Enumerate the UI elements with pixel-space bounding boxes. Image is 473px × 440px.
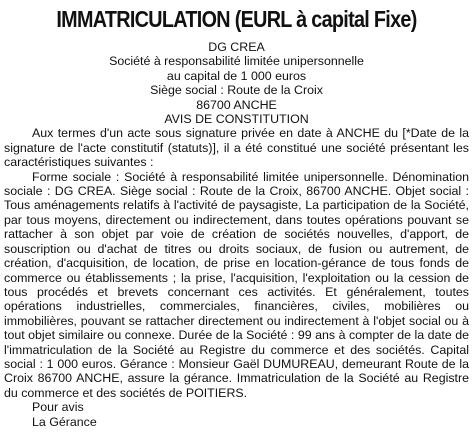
company-name: DG CREA bbox=[208, 40, 265, 54]
paragraph-details: Forme sociale : Société à responsabilité limitée unipersonnelle. Dénomination sociale : DG CREA. Siège social : Route de la Croix, 86700 ANCHE. Objet social : Tous aménagements relatifs à l'activité de paysagiste, La participation de la Société, par tous moyens, directement ou indirectement, dans toutes opérations pouvant se rattacher à son objet par voie de création de sociétés nouvelles, d'apport, de souscription ou d'achat de titres ou droits sociaux, de fusion ou autrement, de création, d'acquisition, de location, de prise en location-gérance de tous fonds de commerce ou établissements ; la prise, l'acquisition, l'exploitation ou la cession de tous procédés et brevets concernant ces activités. Et généralement, toutes opérations industrielles, commerciales, financières, civiles, mobilières ou immobilières, pouvant se rattacher directement ou indirectement à l'objet social ou à tout objet similaire ou connexe. Durée de la Société : 99 ans à compter de la date de l'immatriculation de la Société au Registre du commerce et des sociétés. Capital social : 1 000 euros. Gérance : Monsieur Gaël DUMUREAU, demeurant Route de la Croix 86700 ANCHE, assure la gérance. Immatriculation de la Société au Registre du commerce et des sociétés de POITIERS. bbox=[4, 169, 469, 400]
closing-signature: La Gérance bbox=[32, 414, 97, 429]
company-header bbox=[4, 40, 469, 126]
notice-type: AVIS DE CONSTITUTION bbox=[164, 112, 309, 127]
company-postcode-city: 86700 ANCHE bbox=[196, 97, 277, 112]
closing-pour-avis: Pour avis bbox=[32, 400, 84, 415]
company-address: Siège social : Route de la Croix bbox=[150, 83, 323, 98]
paragraph-intro: Aux termes d'un acte sous signature privée en date à ANCHE du [*Date de la signature de l'acte constitutif (statuts)], il a été constitué une société présentant les caractéristiques suivantes : bbox=[4, 126, 469, 170]
notice-title: IMMATRICULATION (EURL à capital Fixe) bbox=[56, 6, 417, 32]
company-form: Société à responsabilité limitée unipersonnelle bbox=[109, 54, 364, 69]
company-capital: au capital de 1 000 euros bbox=[166, 68, 307, 83]
notice-body bbox=[4, 126, 469, 400]
